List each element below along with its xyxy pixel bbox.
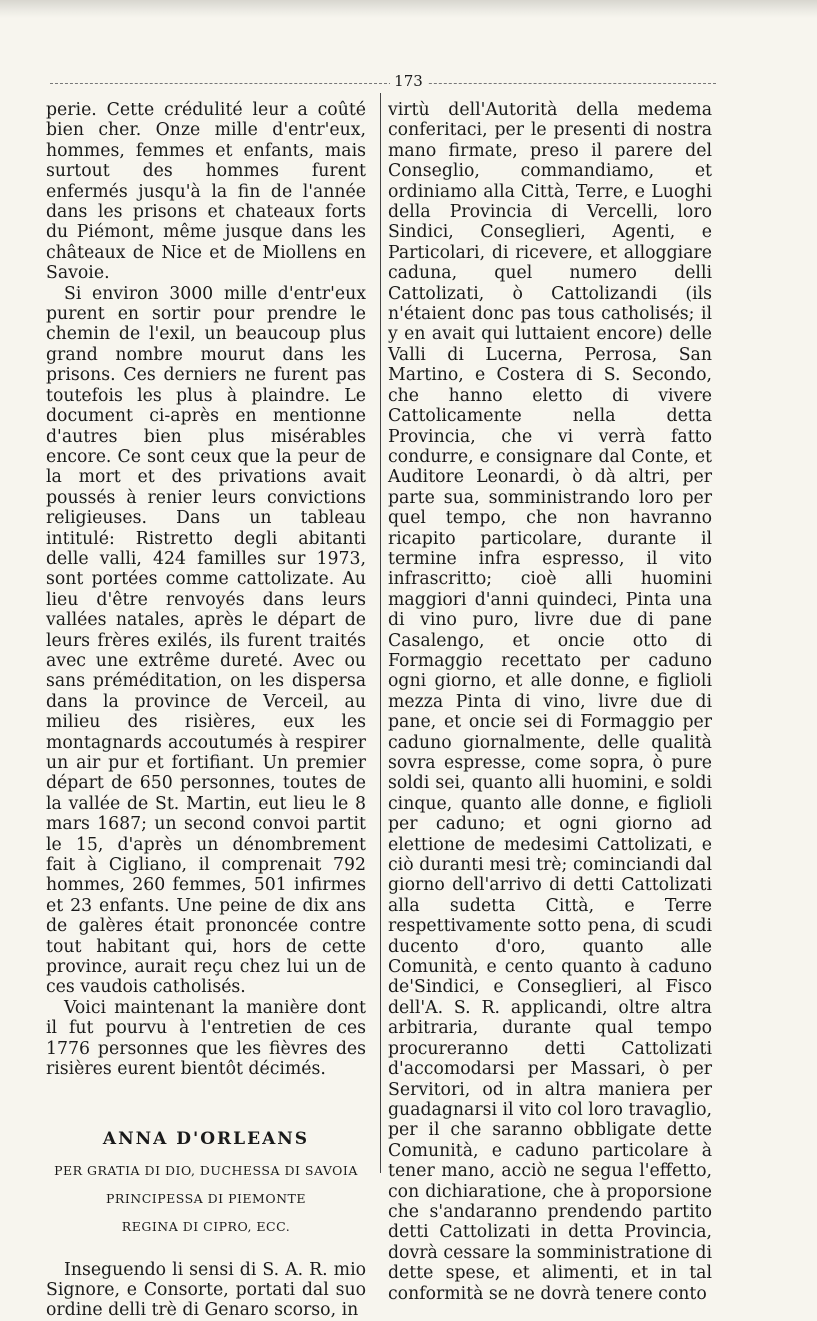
- decree-subtitle-3: REGINA DI CIPRO, ECC.: [121, 1218, 291, 1234]
- paragraph-3: Voici maintenant la manière dont il fut pourvu à l'entretien de ces 1776 personnes que les fièvres des risières eurent bientôt décimés.: [46, 997, 366, 1080]
- paragraph-2: Si environ 3000 mille d'entr'eux purent en sortir pour prendre le chemin de l'exil, un beaucoup plus grand nombre mourut dans les prisons. Ces derniers ne furent pas toutefois les plus à plaindre. Le document ci-après en mentionne d'autres bien plus misérables encore. Ce sont ceux que la peur de la mort et des privations avait poussés à renier leurs convictions religieuses. Dans un tableau intitulé: Ristretto degli abitanti delle valli, 424 familles sur 1973, sont portées comme cattolizate. Au lieu d'être renvoyés dans leurs vallées natales, après le départ de leurs frères exilés, ils furent traités avec une extrême dureté. Avec ou sans préméditation, on les dispersa dans la province de Verceil, au milieu des risières, eux les montagnards accoutumés à respirer un air pur et fortifiant. Un premier départ de 650 personnes, toutes de la vallée de St. Martin, eut lieu le 8 mars 1687; un second convoi partit le 15, d'après un dénombrement fait à Cigliano, il comprenait 792 hommes, 260 femmes, 501 infirmes et 23 enfants. Une peine de dix ans de galères était prononcée contre tout habitant qui, hors de cette province, aurait reçu chez lui un de ces vaudois catholisés.: [46, 283, 366, 998]
- decree-opening-text: Inseguendo li sensi di S. A. R. mio Signore, e Consorte, portati dal suo ordine delli trè di Genaro scorso, in: [46, 1259, 366, 1321]
- left-column: [46, 100, 366, 1321]
- column-divider: [380, 93, 381, 1173]
- page-number: 173: [0, 72, 817, 90]
- decree-subtitle-1: PER GRATIA DI DIO, DUCHESSA DI SAVOIA: [54, 1162, 358, 1178]
- decree-heading: ANNA D'ORLEANS: [102, 1128, 310, 1149]
- right-column: [388, 100, 712, 1304]
- decree-body-text: virtù dell'Autorità della medema conferitaci, per le presenti di nostra mano firmate, preso il parere del Conseglio, commandiamo, et ordiniamo alla Città, Terre, e Luoghi della Provincia di Vercelli, loro Sindici, Conseglieri, Agenti, e Particolari, di ricevere, et alloggiare caduna, quel numero delli Cattolizati, ò Cattolizandi (ils n'étaient donc pas tous catholisés; il y en avait qui luttaient encore) delle Valli di Lucerna, Perrosa, San Martino, e Costera di S. Secondo, che hanno eletto di vivere Cattolicamente nella detta Provincia, che vi verrà fatto condurre, e consignare dal Conte, et Auditore Leonardi, ò dà altri, per parte sua, somministrando loro per quel tempo, che non havranno ricapito particolare, durante il termine infra espresso, il vito infrascritto; cioè alli huomini maggiori d'anni quindeci, Pinta una di vino puro, livre due di pane Casalengo, et oncie otto di Formaggio recettato per caduno ogni giorno, et alle donne, e figlioli mezza Pinta di vino, livre due di pane, et oncie sei di Formaggio per caduno giornalmente, delle qualità sovra espresse, come sopra, ò pure soldi sei, quanto alli huomini, e soldi cinque, quanto alle donne, e figlioli per caduno; et ogni giorno ad elettione de medesimi Cattolizati, e ciò duranti mesi trè; cominciandi dal giorno dell'arrivo di detti Cattolizati alla sudetta Città, e Terre respettivamente sotto pena, di scudi ducento d'oro, quanto alle Comunità, e cento quanto à caduno de'Sindici, e Conseglieri, al Fisco dell'A. S. R. applicandi, oltre altra arbitraria, durante qual tempo procureranno detti Cattolizati d'accomodarsi per Massari, ò per Servitori, od in altra maniera per guadagnarsi il vito col loro travaglio, per il che saranno obbligate dette Comunità, e caduno particolare à tener mano, acciò ne segua l'effetto, con dichiaratione, che à proporsione che s'andaranno prendendo partito detti Cattolizati in detta Provincia, dovrà cessare la somministratione di dette spese, et alimenti, et in tal conformità se ne dovrà tenere conto: [388, 100, 712, 1304]
- paragraph-1: perie. Cette crédulité leur a coûté bien cher. Onze mille d'entr'eux, hommes, femmes et enfants, mais surtout des hommes furent enfermés jusqu'à la fin de l'année dans les prisons et chateaux forts du Piémont, même jusque dans les châteaux de Nice et de Miollens en Savoie.: [46, 100, 366, 284]
- page-top-shading: [0, 0, 817, 18]
- decree-subtitle-2: PRINCIPESSA DI PIEMONTE: [106, 1190, 306, 1206]
